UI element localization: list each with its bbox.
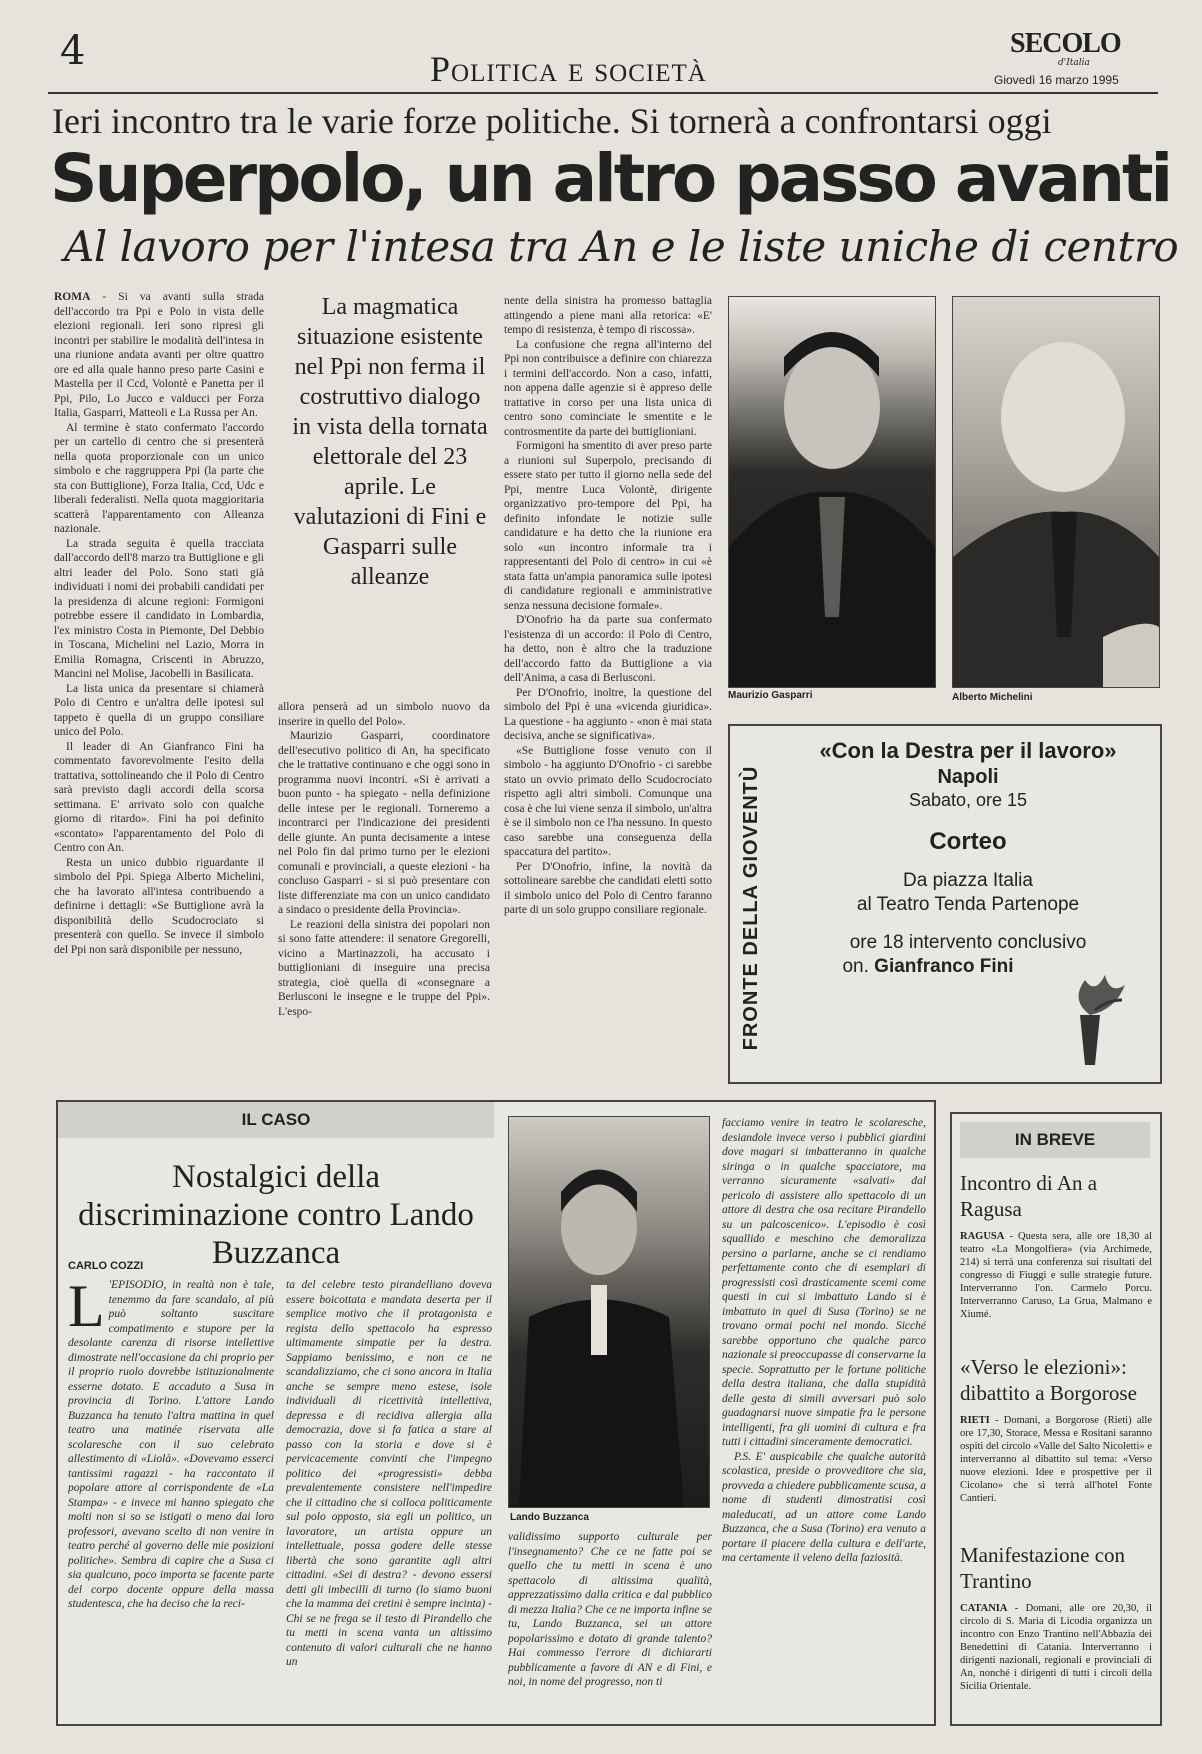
col1-p2: Al termine è stato confermato l'accordo per un cartello di centro che si presenterà nella quota proporzionale con un unico simbolo e che raggruppera Ppi (la parte che sta con Buttiglione), Forza Italia, Ccd, Udc e liberali federalisti. Nella quota maggioritaria scatterà l'apparentamento con Alleanza nazionale.: [54, 421, 264, 535]
issue-date: Giovedì 16 marzo 1995: [994, 73, 1119, 87]
main-story-column-1: [54, 290, 264, 1080]
in-breve-body: - Questa sera, alle ore 18,30 al teatro «La Mongolfiera» (via Archimede, 214) si terrà una conferenza sui risultati del congresso di Fiuggi e sulle strategie future. Interverranno l'on. Carmelo Porcu. Interverranno Caruso, La Grua, Malmano e Xiumé.: [960, 1231, 1152, 1320]
drop-cap: L: [68, 1278, 105, 1339]
main-story-column-3: [504, 294, 712, 1084]
ad-city: Napoli: [937, 766, 999, 788]
masthead-rule: [48, 92, 1158, 94]
in-breve-title: Manifestazione con Trantino: [960, 1543, 1126, 1593]
portrait-silhouette: [729, 297, 935, 687]
main-story-column-2: [278, 700, 490, 1080]
ad-to: al Teatro Tenda Partenope: [856, 894, 1080, 915]
il-caso-box: [56, 1100, 936, 1726]
il-caso-column-4: [722, 1116, 926, 1716]
photo-caption-buzzanca: Lando Buzzanca: [510, 1512, 589, 1523]
photo-michelini: [952, 296, 1160, 688]
ad-speaker-name: Gianfranco Fini: [874, 956, 1014, 977]
il-caso-label: IL CASO: [58, 1102, 494, 1138]
il-caso-column-2: ta del celebre testo pirandelliano doveva essere boicottata e mandata deserta per il semplice motivo che il protagonista e regista dello spettacolo ha espresso ultimamente simpatie per la destra. Sappiamo benissimo, e non ce ne scandalizziamo, che ci sono ancora in Italia anche se sempre meno estese, isole individuali di ricettività intellettiva, depressa e di recidiva allergia alla democrazia, dove si fa fatica a stare al passo con la storia e dove si è pervicacemente convinti che l'impegno politico dei «progressisti» debba prevalentemente consistere nell'impedire che il cittadino che si colloca politicamente sul polo opposto, sia egli un politico, un lavoratore, un artista oppure un intellettuale, possa godere delle stesse libertà che sono garantite agli altri cittadini. «Sei di destra? - devono essersi detti gli imbecilli di turno (lo siamo buoni che la mamma dei cretini è sempre incinta) - Chi se ne frega se il testo di Pirandello che tu metti in scena vanta un altissimo contenuto di valori culturali che ne hanno un: [286, 1279, 492, 1668]
ad-from: Da piazza Italia: [903, 870, 1033, 891]
col1-p3: La strada seguita è quella tracciata dall'accordo dell'8 marzo tra Buttiglione e gli altri leader del Polo. Sono stati già individuati i nomi dei probabili candidati per la presidenza di alcune regioni: Formigoni potrebbe essere il candidato in Lombardia, l'ex ministro Costa in Piemonte, Del Debbio in Toscana, Michelini nel Lazio, Morra in Emilia Romagna, Criscenti in Abruzzo, Mancini nel Molise, Jacobelli in Basilicata.: [54, 537, 264, 680]
page-number: 4: [60, 28, 86, 74]
col3-p6: «Se Buttiglione fosse venuto con il simbolo - ha aggiunto D'Onofrio - ci sarebbe stato un ovvio primato dello Scudocrociato rispetto agli altri simboli. Comunque una cosa è che lui viene senza il simbolo, un'altra è se il simbolo non ce l'ha nessuno. In questo caso sarebbe una conseguenza della spaccatura del partito».: [504, 744, 712, 858]
photo-gasparri: [728, 296, 936, 688]
il-caso-column-3: validissimo supporto culturale per l'insegnamento? Che ce ne fatte poi se quello che tu metti in scena è uno spettacolo di altissima qualità, apprezzatissimo dalla critica e dal pubblico di mezza Italia? Che ce ne importa infine se tu, Lando Buzzanca, sei un attore popolarissimo e dotato di grande talento? Hai commesso l'errore di dichiararti pubblicamente a favore di AN e di Fini, e noi, in nome del progresso, non ti: [508, 1531, 712, 1688]
ad-time: Sabato, ore 15: [908, 790, 1028, 810]
subheadline: Al lavoro per l'intesa tra An e le liste uniche di centro: [64, 222, 1179, 271]
dateline: ROMA: [54, 291, 91, 303]
in-breve-title: «Verso le elezioni»: dibattito a Borgorose: [960, 1355, 1137, 1405]
col1-p1: - Si va avanti sulla strada dell'accordo tra Ppi e Polo in vista delle elezioni regionali. Ieri sono ripresi gli incontri per stabilire le modalità dell'intesa in una riunione andata avanti per oltre quattro ore ed alla quale hanno preso parte Casini e Mastella per il Ccd, Volontè e Panetta per il Ppi, Pilo, Lo Jucco e valducci per Forza Italia, Gasparri, Matteoli e La Russa per An.: [54, 291, 264, 419]
in-breve-box: [950, 1112, 1162, 1726]
in-breve-place: RIETI: [960, 1415, 990, 1426]
kicker: Ieri incontro tra le varie forze politiche. Si tornerà a confrontarsi oggi: [52, 101, 1052, 141]
ad-speaker-prefix: on.: [842, 956, 875, 977]
photo-caption-gasparri: Maurizio Gasparri: [728, 690, 813, 701]
ad-title: «Con la Destra per il lavoro»: [819, 738, 1117, 763]
col3-p2: La confusione che regna all'interno del Ppi non contribuisce a definire con chiarezza i termini dell'accordo. Non a caso, infatti, non appena dalle agenzie si è appreso delle trattative in corso per una lista unica di centro sono cominciate le smentite e le controsmentite da parte dei buttiglioniani.: [504, 338, 712, 438]
in-breve-item: [960, 1354, 1152, 1505]
col2-p1: allora penserà ad un simbolo nuovo da inserire in quello del Polo».: [278, 701, 490, 728]
col1-p6: Resta un unico dubbio riguardante il simbolo del Ppi. Spiega Alberto Michelini, che ha lavorato all'intesa contribuendo a definirne i dettagli: «Se Buttiglione avrà la disponibilità dello Scudocrociato si presenterà con quello. Se invece il simbolo del Ppi non sarà disponibile per nessuno,: [54, 856, 264, 956]
newspaper-logo: SECOLO: [1010, 28, 1121, 59]
byline: CARLO COZZI: [68, 1260, 144, 1272]
newspaper-logo-sub: d'Italia: [1058, 58, 1090, 68]
headline: Superpolo, un altro passo avanti: [50, 140, 1171, 217]
section-title: Politica e società: [430, 49, 707, 89]
in-breve-text: [960, 1414, 1152, 1505]
in-breve-place: RAGUSA: [960, 1231, 1005, 1242]
in-breve-text: [960, 1602, 1152, 1693]
ad-sidebar: FRONTE DELLA GIOVENTÙ: [740, 765, 762, 1051]
event-ad-box: [728, 724, 1162, 1084]
col3-p1: nente della sinistra ha promesso battaglia attingendo a piene mani alla retorica: «E' tempo di resistenza, è tempo di riscossa».: [504, 295, 712, 336]
in-breve-item: [960, 1542, 1152, 1693]
in-breve-item: [960, 1170, 1152, 1321]
ad-event: Corteo: [929, 828, 1007, 855]
ad-speech: ore 18 intervento conclusivo: [849, 932, 1087, 953]
portrait-silhouette: [953, 297, 1159, 687]
il-caso-ps: P.S. E' auspicabile che qualche autorità scolastica, preside o provveditore che sia, provveda a chiedere pubblicamente scusa, a nome di studenti dimostratisi così maleducati, ad un attore come Lando Buzzanca, che a Susa (Torino) era venuto a portare il piacere della cultura e dell'arte, ma certamente il veleno della faziosità.: [722, 1450, 926, 1564]
col2-p2: Maurizio Gasparri, coordinatore dell'esecutivo politico di An, ha specificato che le trattative continuano e che oggi sono in programma nuovi incontri. «Si è arrivati a buon punto - ha spiegato - nella definizione delle intese per le regionali. Torneremo a incontrarci per l'indicazione dei presidenti delle giunte. An punta decisamente a intese nel Polo fin dal primo turno per le elezioni comunali e provinciali, a queste elezioni - ha concluso Gasparri - si si può presentare con liste differenziate ma con un unico candidato a sindaco o presidente della Provincia».: [278, 730, 490, 916]
col2-p3: Le reazioni della sinistra dei popolari non si sono fatte attendere: il senatore Gregorelli, vicino a Martinazzoli, ha accusato i buttiglioniani di inseguire una precisa strategia, cioè quella di «consegnare a Berlusconi le insegne e le truppe del Ppi». L'espo-: [278, 918, 490, 1018]
in-breve-title: Incontro di An a Ragusa: [960, 1171, 1098, 1221]
photo-buzzanca: [508, 1116, 710, 1508]
in-breve-label: IN BREVE: [960, 1122, 1150, 1158]
in-breve-body: - Domani, alle ore 20,30, il circolo di S. Maria di Licodia organizza un incontro con Enzo Trantino nell'Abbazia dei Benedettini di Catania. Interverranno i dirigenti nazionali, regionali e provinciali di An, nonché i dirigenti di tutti i circoli della Sicilia Orientale.: [960, 1603, 1152, 1692]
il-caso-column-1: [68, 1278, 274, 1714]
il-caso-col1-text: 'EPISODIO, in realtà non è tale, tenemmo da fare scandalo, al più può soltanto suscitare compatimento e stupore per la desolante carenza di risorse intellettive dimostrate nell'occasione da chi proprio per il proprio ruolo dovrebbe istituzionalmente esserne dotato. E accaduto a Susa in provincia di Torino. L'attore Lando Buzzanca ha tenuto l'altra mattina in quel teatro una matinée riservata alle scolaresche con il suo celebrato allestimento di «Liolà». «Dovevamo esserci tantissimi ragazzi - ha raccontato il popolare attore al corrispondente de «La Stampa» - e invece mi hanno spiegato che molti non si so se istigati o meno dai loro professori, avevano scelto di non venire in teatro perché al governo delle mie posizioni politiche». Sembra di capire che a Susa ci sia qualcuno, poco importa se facente parte del corpo docente oppure della massa studentesca, che ha deciso che la reci-: [68, 1279, 274, 1610]
ad-content: [780, 726, 1156, 1082]
in-breve-text: [960, 1230, 1152, 1321]
col3-p7: Per D'Onofrio, infine, la novità da sottolineare sarebbe che candidati eletti sotto il simbolo unico del Polo di Centro faranno parte di un solo gruppo consiliare regionale.: [504, 860, 712, 916]
col3-p3: Formigoni ha smentito di aver preso parte a riunioni sul Superpolo, precisando di essere stato per tutto il giorno nella sede del Ppi, mentre Luca Volontè, dirigente organizzativo pro-tempore del Ppi, ha definito infondate le notizie sulle candidature e ha detto che la riunione era solo «un incontro informale tra i rappresentanti del Polo di centro» in cui «è stata fatta un'ampia panoramica sulle ipotesi di candidature regionali e amministrative senza nessuna decisione formale».: [504, 440, 712, 612]
in-breve-body: - Domani, a Borgorose (Rieti) alle ore 17,30, Storace, Messa e Rositani saranno ospiti del circolo «Valle del Salto Nicoletti» e interverranno al dibattito sul tema: «Verso nuove elezioni. Idee e prospettive per il Cicolano» che si terrà all'hotel Fonte Cantieri.: [960, 1415, 1152, 1504]
col1-p4: La lista unica da presentare si chiamerà Polo di Centro e un'altra delle ipotesi sul tappeto è quella di un gruppo consiliare unico del Polo.: [54, 682, 264, 738]
portrait-silhouette: [509, 1117, 709, 1507]
il-caso-headline: Nostalgici della discriminazione contro Lando Buzzanca: [78, 1159, 474, 1271]
il-caso-col4-text: facciamo venire in teatro le scolaresche, desiandole invece verso i pubblici giardini dove magari si imbatteranno in qualche siringa o in qualche spacciatore, ma verranno sicuramente «salvati» dal pericolo di assistere allo spettacolo di un attore di destra che osa recitare Pirandello su un palcoscenico». L'episodio è così squallido e meschino che demoralizza persino a parlarne, anche se ci rendiamo perfettamente conto che di esemplari di progressisti così drasticamente scemi come questi in cui si imbattuto Lando si è imbattuto in quel di Susa (Torino) se ne trovano ormai pochi nel mondo. Sicché sarebbe opportuno che qualche parco nazionale si preoccupasse di conservarne la specie. Soprattutto per le fortune politiche della destra italiana, che dalla stupidità delle gesta di simili avversari può solo guadagnarsi nuove simpatie fra le persone intelligenti, fra gli uomini di cultura e fra tutti i cittadini sinceramente democratici.: [722, 1117, 926, 1448]
pull-quote: La magmatica situazione esistente nel Ppi non ferma il costruttivo dialogo in vista della tornata elettorale del 23 aprile. Le valutazioni di Fini e Gasparri sulle alleanze: [292, 294, 488, 590]
in-breve-place: CATANIA: [960, 1603, 1008, 1614]
photo-caption-michelini: Alberto Michelini: [952, 692, 1033, 703]
col1-p5: Il leader di An Gianfranco Fini ha commentato favorevolmente l'esito della trattativa, sottolineando che il Polo di Centro sarà previsto dagli accordi della scorsa settimana. E' arrivato solo con qualche giorno di ritardo». Fini ha poi definito «scontato» l'apparentamento del Polo di Centro con An.: [54, 740, 264, 854]
col3-p5: Per D'Onofrio, inoltre, la questione del simbolo del Ppi è una «vicenda giuridica». La questione - ha aggiunto - «non è mai stata decisiva, anche se significativa».: [504, 686, 712, 742]
col3-p4: D'Onofrio ha da parte sua confermato l'esistenza di un accordo: il Polo di Centro, ha detto, non è altro che la traduzione dell'accordo fatto da Buttiglione a via dell'Anima, a casa di Berlusconi.: [504, 614, 712, 684]
torch-logo-icon: [1050, 970, 1130, 1070]
